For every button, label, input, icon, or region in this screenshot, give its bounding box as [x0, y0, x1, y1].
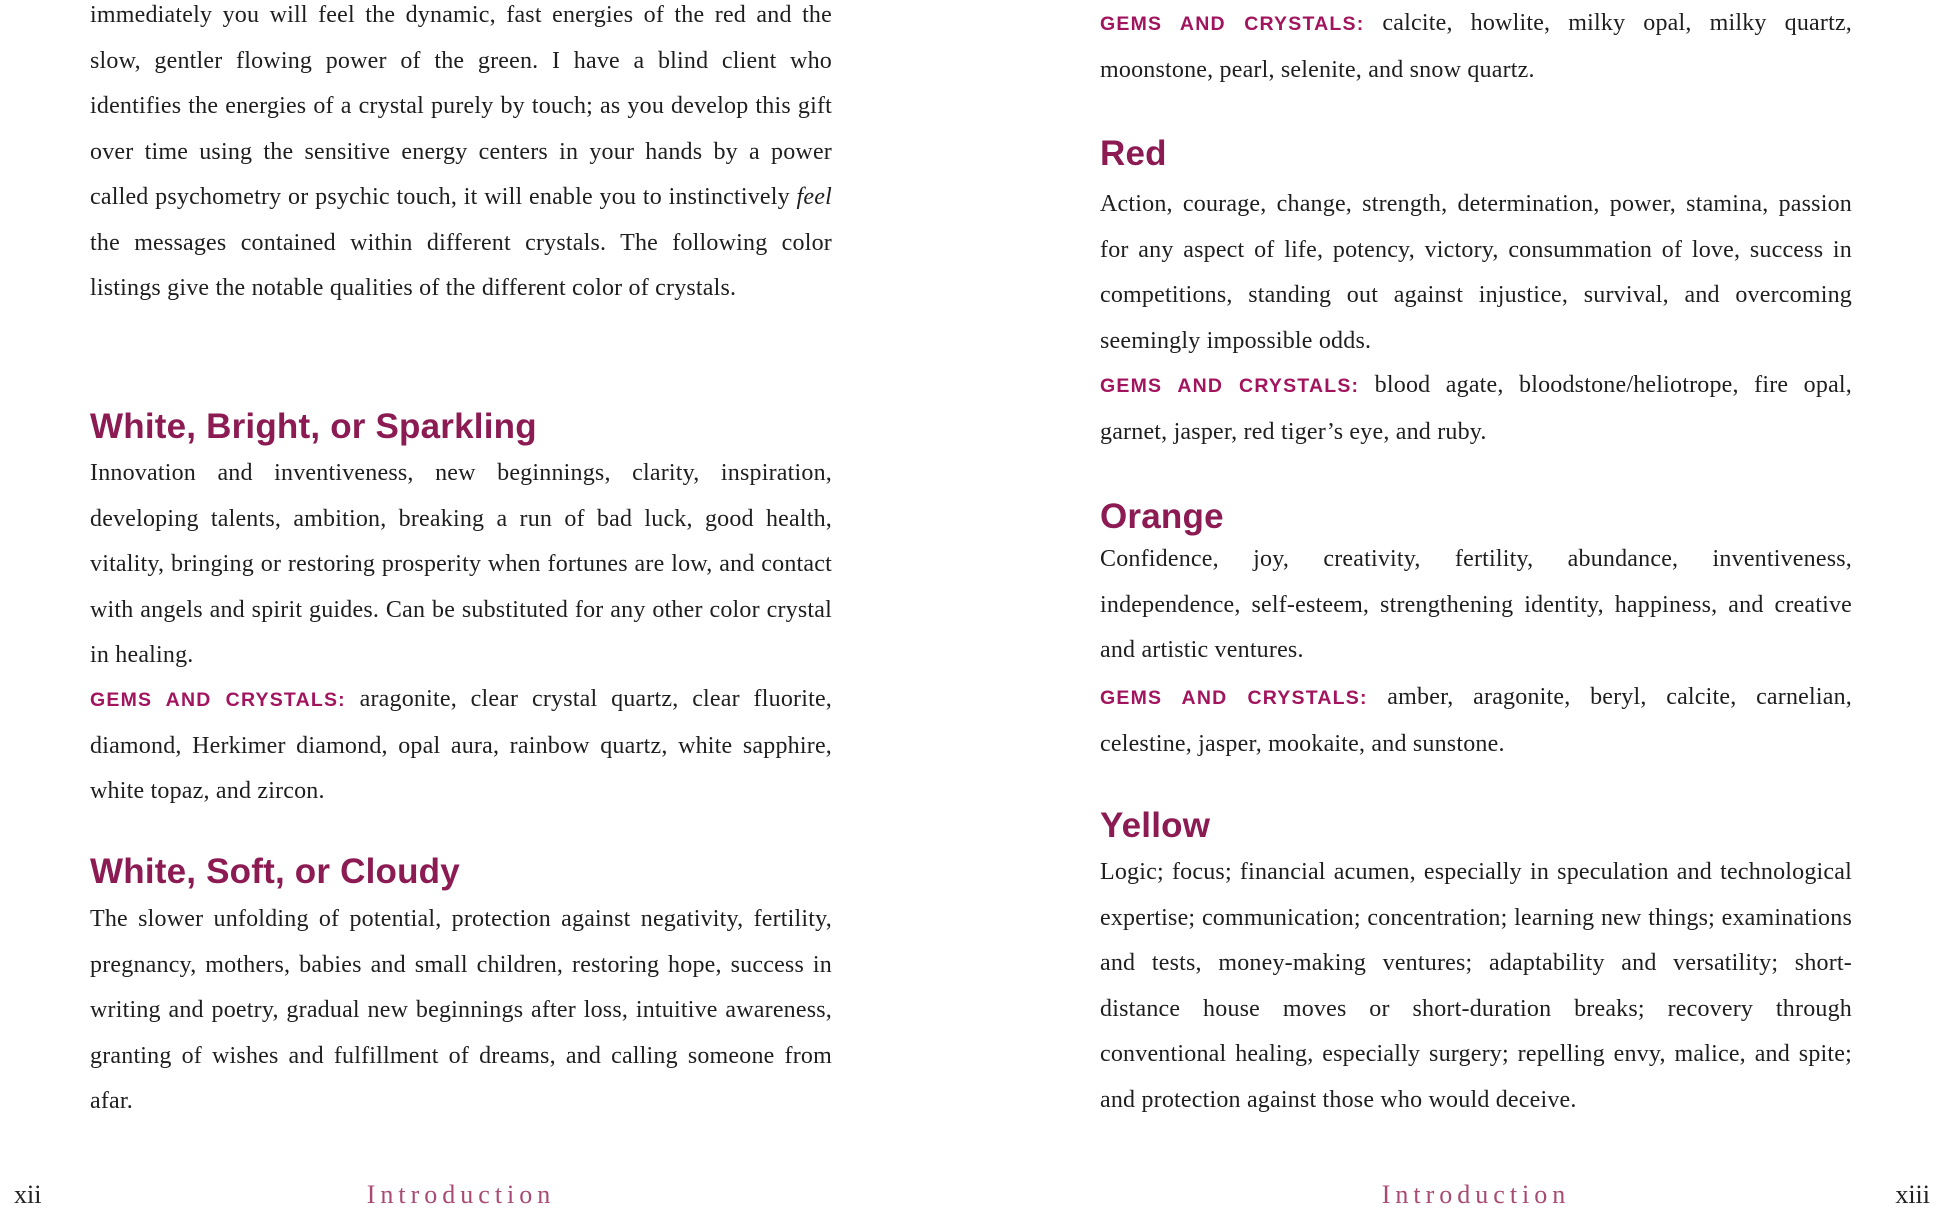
- gems-paragraph-white-bright-or-sparkling: [90, 677, 832, 815]
- section-heading-white-bright-or-sparkling: White, Bright, or Sparkling: [90, 407, 537, 446]
- section-body-white-soft-or-cloudy: The slower unfolding of potential, protection against negativity, fertility, pregnancy, mothers, babies and small children, restoring hope, success in writing and poetry, gradual new beginnings after loss, intuitive awareness, granting of wishes and fulfillment of dreams, and calling someone from afar.: [90, 906, 832, 1114]
- gems-list: blood agate, bloodstone/heliotrope, fire opal, garnet, jasper, red tiger’s eye, and ruby.: [1100, 372, 1852, 445]
- gems-label: GEMS AND CRYSTALS:: [90, 689, 346, 711]
- gems-paragraph-white-soft-continued: [1100, 1, 1852, 93]
- italic-word-feel: feel: [796, 184, 832, 210]
- page-number-left: xii: [14, 1180, 42, 1209]
- section-heading-red: Red: [1100, 134, 1167, 173]
- gems-paragraph-orange: [1100, 675, 1852, 767]
- gems-list: amber, aragonite, beryl, calcite, carnelian, celestine, jasper, mookaite, and sunstone.: [1100, 684, 1853, 757]
- section-body-white-bright-or-sparkling: Innovation and inventiveness, new beginnings, clarity, inspiration, developing talents, ambition, breaking a run of bad luck, good health, vitality, bringing or restoring prosperity when fortunes are low, and contact with angels and spirit guides. Can be substituted for any other color crystal in healing.: [90, 460, 832, 668]
- section-heading-orange: Orange: [1100, 497, 1224, 536]
- page-number-right: xiii: [1895, 1180, 1930, 1209]
- section-body-red: Action, courage, change, strength, determination, power, stamina, passion for any aspect of life, potency, victory, consummation of love, success in competitions, standing out against injustice, survival, and overcoming seemingly impossible odds.: [1100, 191, 1852, 354]
- gems-label: GEMS AND CRYSTALS:: [1100, 13, 1365, 35]
- intro-paragraph-text-end: the messages contained within different crystals. The following color listings give the notable qualities of the different color of crystals.: [90, 229, 832, 301]
- intro-paragraph-text-start: immediately you will feel the dynamic, fast energies of the red and the slow, gentler flowing power of the green. I have a blind client who identifies the energies of a crystal purely by touch; as you develop this gift over time using the sensitive energy centers in your hands by a power called psychometry or psychic touch, it will enable you to instinctively: [90, 2, 832, 210]
- running-title-right: Introduction: [1381, 1180, 1571, 1209]
- intro-paragraph: [90, 0, 832, 312]
- section-heading-white-soft-or-cloudy: White, Soft, or Cloudy: [90, 852, 460, 891]
- section-heading-yellow: Yellow: [1100, 806, 1211, 845]
- gems-label: GEMS AND CRYSTALS:: [1100, 687, 1368, 709]
- gems-label: GEMS AND CRYSTALS:: [1100, 375, 1360, 397]
- gems-paragraph-red: [1100, 363, 1852, 455]
- gems-list: calcite, howlite, milky opal, milky quartz, moonstone, pearl, selenite, and snow quartz.: [1100, 10, 1852, 83]
- section-body-orange: Confidence, joy, creativity, fertility, abundance, inventiveness, independence, self-esteem, strengthening identity, happiness, and creative and artistic ventures.: [1100, 546, 1852, 663]
- running-title-left: Introduction: [366, 1180, 556, 1209]
- section-body-yellow: Logic; focus; financial acumen, especially in speculation and technological expertise; communication; concentration; learning new things; examinations and tests, money-making ventures; adaptability and versatility; short-distance house moves or short-duration breaks; recovery through conventional healing, especially surgery; repelling envy, malice, and spite; and protection against those who would deceive.: [1100, 859, 1852, 1113]
- gems-list: aragonite, clear crystal quartz, clear fluorite, diamond, Herkimer diamond, opal aura, rainbow quartz, white sapphire, white topaz, and zircon.: [90, 686, 832, 804]
